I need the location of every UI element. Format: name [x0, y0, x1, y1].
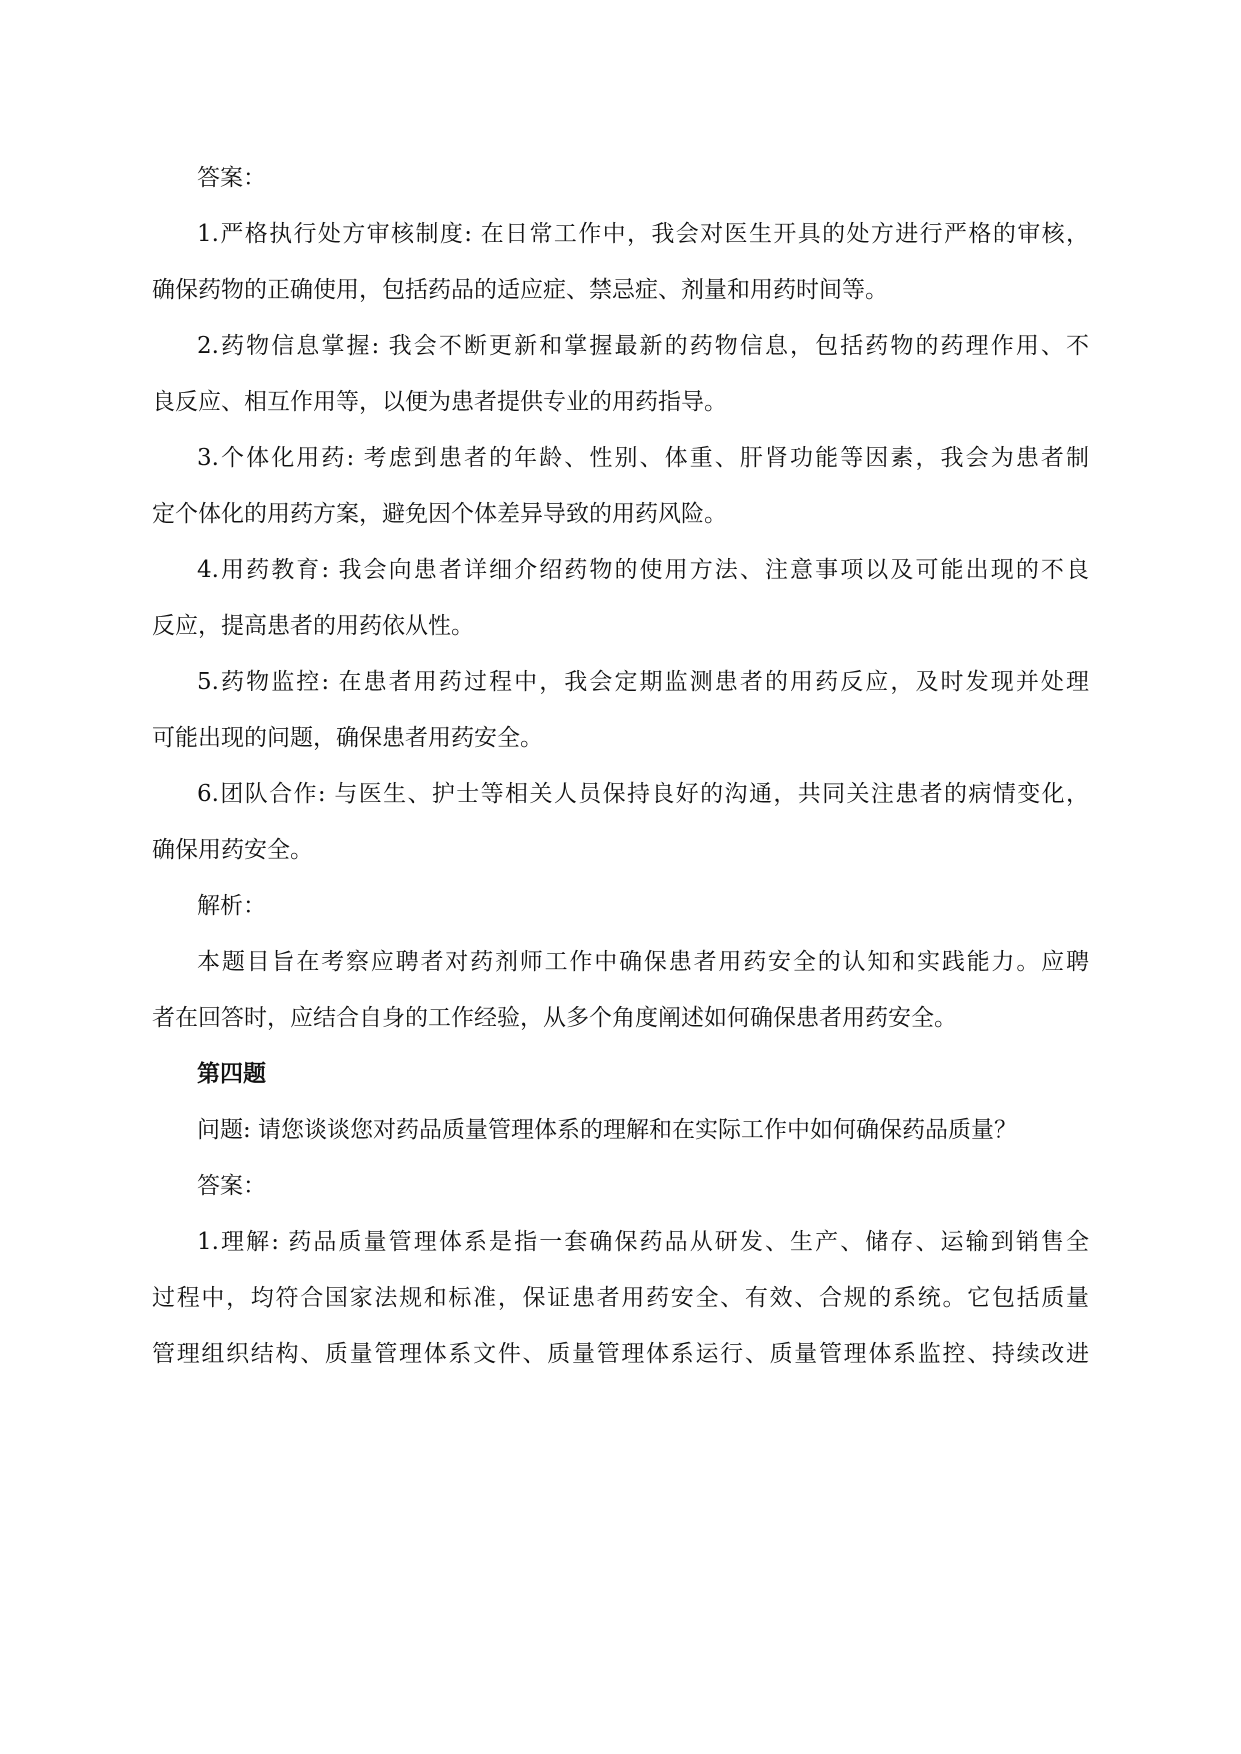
answer-item-2-line-1: 2.药物信息掌握: 我会不断更新和掌握最新的药物信息，包括药物的药理作用、不 — [197, 333, 1089, 359]
answer-item-5-line-1: 5.药物监控: 在患者用药过程中，我会定期监测患者的用药反应，及时发现并处理 — [197, 669, 1089, 695]
analysis-line-2: 者在回答时，应结合自身的工作经验，从多个角度阐述如何确保患者用药安全。 — [152, 1005, 957, 1031]
answer-item-3-line-2: 定个体化的用药方案，避免因个体差异导致的用药风险。 — [152, 501, 727, 527]
answer-label-2: 答案： — [197, 1173, 266, 1199]
analysis-label: 解析： — [197, 893, 266, 919]
answer-item-2-line-2: 良反应、相互作用等，以便为患者提供专业的用药指导。 — [152, 389, 727, 415]
answer-item-5-line-2: 可能出现的问题，确保患者用药安全。 — [152, 725, 543, 751]
document-page — [152, 150, 1089, 1382]
understanding-line-2: 过程中，均符合国家法规和标准，保证患者用药安全、有效、合规的系统。它包括质量 — [152, 1285, 1089, 1311]
answer-item-3-line-1: 3.个体化用药: 考虑到患者的年龄、性别、体重、肝肾功能等因素，我会为患者制 — [197, 445, 1089, 471]
answer-item-1-line-2: 确保药物的正确使用，包括药品的适应症、禁忌症、剂量和用药时间等。 — [152, 277, 888, 303]
answer-item-1-line-1: 1.严格执行处方审核制度: 在日常工作中，我会对医生开具的处方进行严格的审核， — [197, 221, 1089, 247]
understanding-line-3: 管理组织结构、质量管理体系文件、质量管理体系运行、质量管理体系监控、持续改进 — [152, 1341, 1089, 1367]
understanding-line-1: 1.理解: 药品质量管理体系是指一套确保药品从研发、生产、储存、运输到销售全 — [197, 1229, 1089, 1255]
section-heading: 第四题 — [197, 1060, 266, 1087]
analysis-line-1: 本题目旨在考察应聘者对药剂师工作中确保患者用药安全的认知和实践能力。应聘 — [197, 949, 1089, 975]
answer-label: 答案： — [197, 165, 266, 191]
answer-item-6-line-1: 6.团队合作: 与医生、护士等相关人员保持良好的沟通，共同关注患者的病情变化， — [197, 781, 1089, 807]
answer-item-6-line-2: 确保用药安全。 — [152, 837, 313, 863]
answer-item-4-line-1: 4.用药教育: 我会向患者详细介绍药物的使用方法、注意事项以及可能出现的不良 — [197, 557, 1089, 583]
answer-item-4-line-2: 反应，提高患者的用药依从性。 — [152, 613, 474, 639]
question-text: 问题: 请您谈谈您对药品质量管理体系的理解和在实际工作中如何确保药品质量？ — [197, 1117, 1018, 1143]
